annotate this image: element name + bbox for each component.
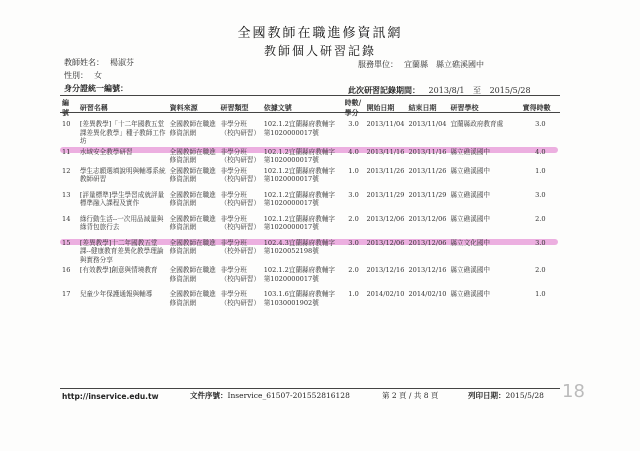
cell-school: 縣立礁溪國中 [450,290,491,298]
cell-no: 13 [62,190,71,199]
record-title: 教師個人研習記錄 [263,44,376,58]
cell-doc: 102.1.2宜蘭縣府教輔字第1020000017號 [263,190,336,207]
cell-name: [評量標準]學生學習成就評量標準融入課程及實作 [79,190,165,207]
table-row [60,265,560,289]
cell-earned: 4.0 [535,147,546,156]
cell-type: 非學分班（校內研習） [220,214,261,231]
cell-end: 2013/11/04 [408,120,447,128]
cell-hours: 2.0 [348,214,359,223]
cell-name: 水域安全教學研習 [79,147,133,156]
cell-no: 12 [62,166,71,175]
footer-serial-row [190,390,350,401]
period-start: 2013/8/1 [428,86,465,95]
cell-school: 縣立文化國中 [450,238,491,247]
cell-start: 2013/11/29 [366,190,405,199]
cell-end: 2013/11/29 [408,190,447,199]
cell-doc: 102.1.2宜蘭縣府教輔字第1020000017號 [263,266,336,283]
cell-hours: 2.0 [348,266,359,274]
cell-type: 非學分班（校內研習） [220,266,261,283]
serial-value: Inservice_61507-201552816128 [227,391,350,400]
cell-type: 非學分班（校內研習） [220,147,261,164]
cell-start: 2013/11/16 [366,147,405,156]
col-no: 編號 [62,98,69,117]
site-title: 全國教師在職進修資訊網 [237,26,403,41]
cell-type: 非學分班（校內研習） [220,166,261,183]
footer-url: http://inservice.edu.tw [62,392,159,401]
cell-earned: 2.0 [535,266,546,274]
cell-hours: 3.0 [348,120,359,128]
cell-earned: 3.0 [535,120,546,128]
cell-start: 2013/11/04 [366,120,405,128]
cell-source: 全國教師在職進修資訊網 [169,214,216,231]
print-date-label: 列印日期： [468,391,506,400]
table-row [60,238,560,266]
cell-end: 2014/02/10 [408,290,447,298]
period-to: 至 [473,86,482,95]
gender-label: 性別： [64,71,88,80]
cell-school: 縣立礁溪國中 [450,214,491,223]
col-source: 資料來源 [169,103,198,112]
cell-type: 非學分班（校內研習） [220,190,261,207]
cell-doc: 102.1.2宜蘭縣府教輔字第1020000017號 [263,147,336,164]
cell-start: 2013/12/06 [366,238,405,247]
table-header [60,97,560,119]
footer-rule [60,388,560,389]
teacher-name: 楊淑芬 [110,58,134,67]
cell-type: 非學分班（校內研習） [220,290,261,307]
service-unit-row [358,59,484,70]
cell-hours: 4.0 [348,147,359,156]
cell-source: 全國教師在職進修資訊網 [169,266,216,283]
cell-doc: 102.1.2宜蘭縣府教輔字第1020000017號 [263,214,336,231]
cell-end: 2013/12/06 [408,238,447,247]
col-start: 開始日期 [366,103,395,112]
cell-source: 全國教師在職進修資訊網 [169,238,216,255]
cell-school: 宜蘭縣政府教育處 [450,120,504,128]
handwritten-page-number: 18 [562,381,585,402]
period-label: 此次研習記錄期間： [348,85,420,95]
cell-earned: 2.0 [535,214,546,223]
cell-type: 非學分班（校內研習） [220,120,261,137]
teacher-name-label: 教師姓名： [64,58,104,67]
cell-hours: 1.0 [348,166,359,175]
cell-hours: 3.0 [348,190,359,199]
cell-no: 14 [62,214,71,223]
col-doc: 依據文號 [263,103,292,112]
col-hours: 時數/學分 [344,98,362,117]
col-school: 研習學校 [450,103,479,112]
cell-start: 2013/11/26 [366,166,405,175]
teacher-name-row [64,57,134,68]
cell-earned: 3.0 [535,190,546,199]
cell-hours: 3.0 [348,238,359,247]
cell-end: 2013/11/26 [408,166,447,175]
cell-hours: 1.0 [348,290,359,298]
cell-type: 非學分班（校外研習） [220,238,261,255]
cell-start: 2013/12/16 [366,266,405,274]
cell-no: 11 [62,147,71,156]
table-row [60,119,560,147]
cell-start: 2013/12/06 [366,214,405,223]
table-row [60,214,560,238]
training-record-table [60,97,560,313]
gender-row [64,70,102,81]
cell-doc: 102.4.3宜蘭縣府教輔字第1020052198號 [263,238,336,255]
cell-source: 全國教師在職進修資訊網 [169,290,216,307]
page-info: 第 2 頁 / 共 8 頁 [382,391,439,400]
cell-name: [差異教學]「十二年國教五堂課差異化教學」種子教師工作坊 [79,120,166,145]
cell-school: 縣立礁溪國中 [450,266,491,274]
table-row [60,289,560,313]
cell-doc: 102.1.2宜蘭縣府教輔字第1020000017號 [263,166,336,183]
cell-end: 2013/11/16 [408,147,447,156]
cell-doc: 102.1.2宜蘭縣府教輔字第1020000017號 [263,120,336,137]
cell-no: 15 [62,238,71,247]
cell-earned: 1.0 [535,290,546,298]
cell-name: 學生志願選填說明與輔導系統教師研習 [79,166,166,183]
cell-no: 17 [62,290,71,298]
gender-value: 女 [94,71,102,80]
service-unit-label: 服務單位： [358,60,398,69]
cell-doc: 103.1.6宜蘭縣府教輔字第1030001902號 [263,290,336,307]
period-end: 2015/5/28 [489,86,531,95]
cell-earned: 3.0 [535,238,546,247]
table-row [60,147,560,166]
cell-school: 縣立礁溪國中 [450,190,491,199]
cell-name: [差異教學]十二年國教五堂課--健康教育差異化教學理論與實務分享 [79,238,164,264]
id-number-label: 身分證統一編號： [64,83,128,93]
cell-no: 10 [62,120,71,128]
cell-source: 全國教師在職進修資訊網 [169,190,216,207]
service-unit: 宜蘭縣 縣立礁溪國中 [404,60,484,69]
table-top-rule [60,95,560,96]
cell-no: 16 [62,266,71,274]
col-earned: 實得時數 [522,103,551,112]
table-row [60,190,560,214]
col-type: 研習類型 [220,103,249,112]
cell-source: 全國教師在職進修資訊網 [169,147,216,164]
col-end: 結束日期 [408,103,437,112]
cell-name: [有效教學]創意與情境教育 [79,266,158,274]
cell-name: 綠行動生活--一次用品減量與綠背包旅行去 [79,214,164,231]
cell-earned: 1.0 [535,166,546,175]
cell-end: 2013/12/16 [408,266,447,274]
table-row [60,166,560,190]
cell-end: 2013/12/06 [408,214,447,223]
cell-source: 全國教師在職進修資訊網 [169,166,216,183]
col-name: 研習名稱 [79,103,108,112]
cell-source: 全國教師在職進修資訊網 [169,120,216,137]
print-date: 2015/5/28 [505,391,544,400]
serial-label: 文件序號： [190,391,228,400]
print-date-row [468,390,544,401]
cell-school: 縣立礁溪國中 [450,147,491,156]
cell-start: 2014/02/10 [366,290,405,298]
cell-school: 縣立礁溪國中 [450,166,491,175]
cell-name: 兒童少年保護通報與輔導 [79,290,153,298]
